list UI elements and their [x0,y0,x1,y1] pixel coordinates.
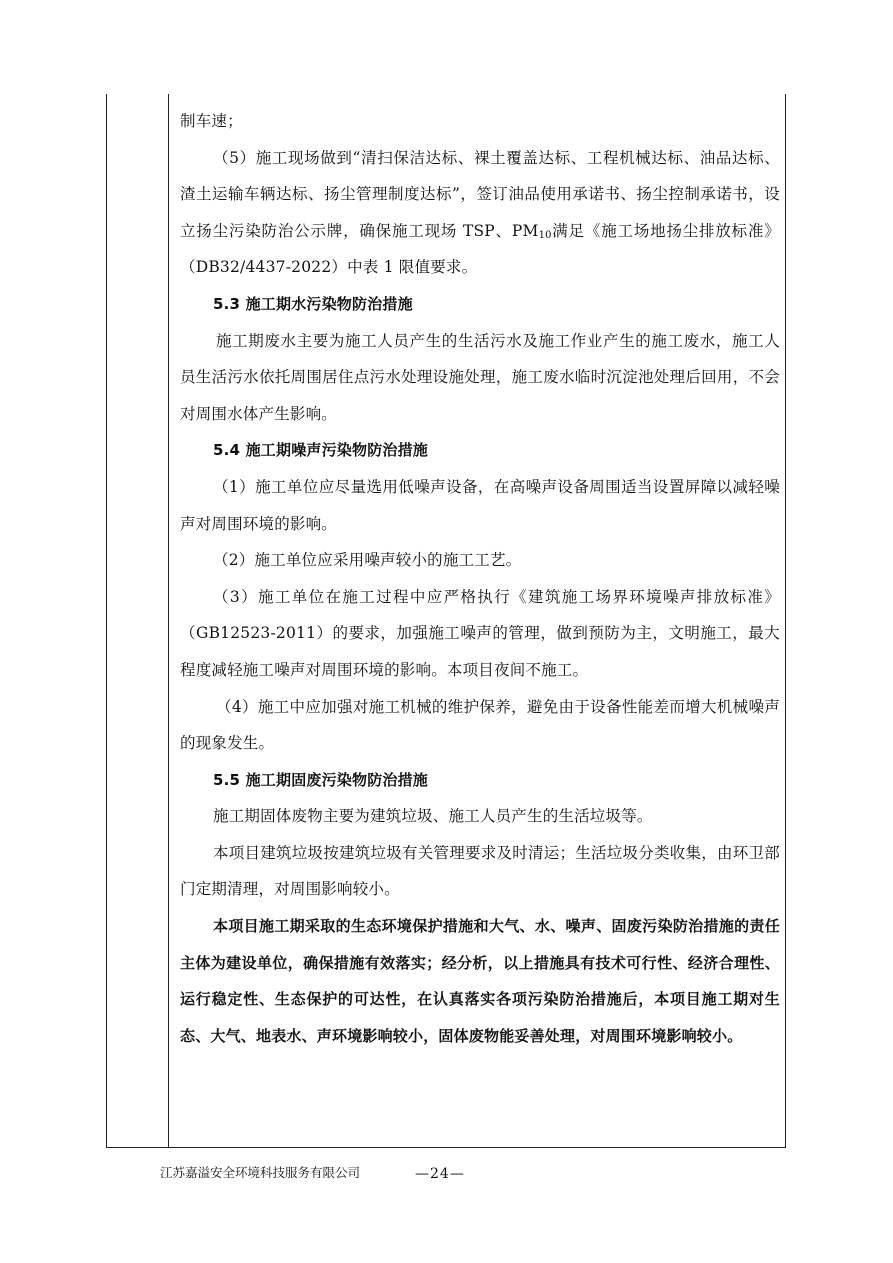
table-frame [106,94,786,1148]
heading-5-4: 5.4 施工期噪声污染物防治措施 [213,441,428,460]
pm10-subscript: 10 [538,229,552,241]
paragraph-continued: 制车速； [180,112,243,130]
paragraph-5-3: 施工期废水主要为施工人员产生的生活污水及施工作业产生的施工废水，施工人员生活污水依托周围居住点污水处理设施处理，施工废水临时沉淀池处理后回用，不会对周围水体产生影响。 [180,331,780,423]
label-column [107,94,169,1147]
heading-5-5: 5.5 施工期固废污染物防治措施 [213,770,428,789]
heading-5-3: 5.3 施工期水污染物防治措施 [213,294,413,313]
item5-text-b: 满足《施工场地扬尘排放标准》（DB32/4437-2022）中表 1 限值要求。 [180,221,780,277]
paragraph-item-5 [180,140,780,286]
paragraph-5-4-1: （1）施工单位应尽量选用低噪声设备，在高噪声设备周围适当设置屏障以减轻噪声对周围环境的影响。 [180,477,780,533]
paragraph-5-4-3: （3）施工单位在施工过程中应严格执行《建筑施工场界环境噪声排放标准》（GB12523-2011）的要求，加强施工噪声的管理，做到预防为主，文明施工，最大程度减轻施工噪声对周围环境的影响。本项目夜间不施工。 [180,587,780,679]
paragraph-5-5-2: 本项目建筑垃圾按建筑垃圾有关管理要求及时清运；生活垃圾分类收集，由环卫部门定期清理，对周围影响较小。 [180,843,780,899]
item5-text-a: （5）施工现场做到“清扫保洁达标、裸土覆盖达标、工程机械达标、油品达标、渣土运输车辆达标、扬尘管理制度达标”，签订油品使用承诺书、扬尘控制承诺书，设立扬尘污染防治公示牌，确保施工现场 TSP、PM [180,148,780,240]
paragraph-5-4-2: （2）施工单位应采用噪声较小的施工工艺。 [213,551,522,570]
content-cell [180,103,780,1054]
footer-company: 江苏嘉溢安全环境科技服务有限公司 [160,1165,361,1180]
paragraph-5-5-1: 施工期固体废物主要为建筑垃圾、施工人员产生的生活垃圾等。 [213,807,653,826]
paragraph-5-4-4: （4）施工中应加强对施工机械的维护保养，避免由于设备性能差而增大机械噪声的现象发生。 [180,697,780,753]
page-number: —24— [415,1166,465,1182]
paragraph-conclusion: 本项目施工期采取的生态环境保护措施和大气、水、噪声、固废污染防治措施的责任主体为建设单位，确保措施有效落实；经分析，以上措施具有技术可行性、经济合理性、运行稳定性、生态保护的可达性，在认真落实各项污染防治措施后，本项目施工期对生态、大气、地表水、声环境影响较小，固体废物能妥善处理，对周围环境影响较小。 [180,917,780,1045]
